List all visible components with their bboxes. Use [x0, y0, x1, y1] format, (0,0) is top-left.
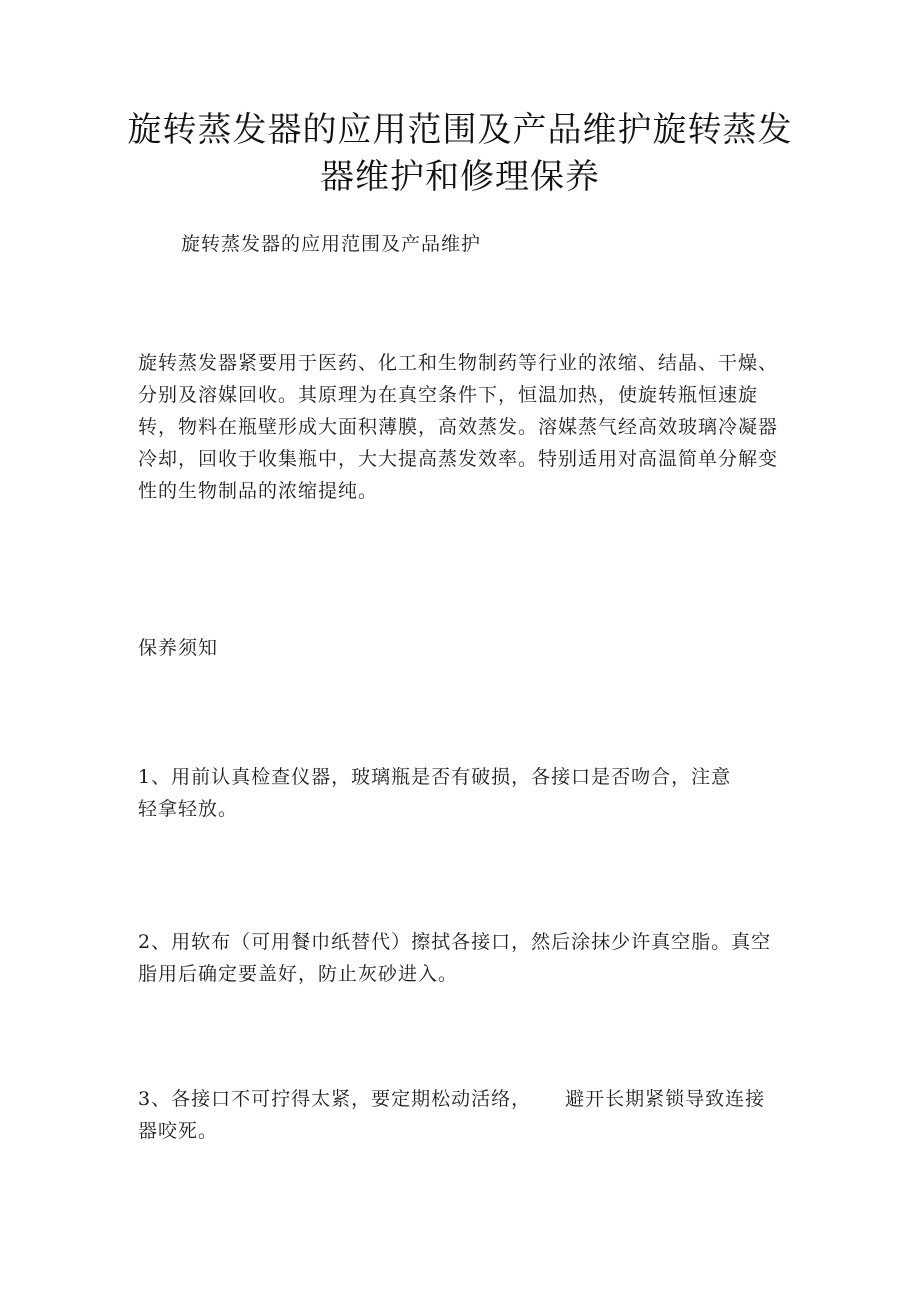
care-item-3-line-2: 器咬死。	[138, 1120, 219, 1142]
care-item-3	[138, 1083, 765, 1147]
intro-paragraph	[138, 347, 778, 507]
care-item-1-line-1: 1、用前认真检查仪器，玻璃瓶是否有破损，各接口是否吻合，注意	[138, 766, 732, 788]
document-title	[120, 107, 800, 201]
title-line-1: 旋转蒸发器的应用范围及产品维护旋转蒸发	[127, 110, 793, 150]
care-item-2-line-2: 脂用后确定要盖好，防止灰砂进入。	[138, 963, 459, 985]
care-item-3-line-1-part-1: 3、各接口不可拧得太紧，要定期松动活络，	[138, 1088, 532, 1110]
intro-line-3: 转，物料在瓶壁形成大面积薄膜，高效蒸发。溶媒蒸气经高效玻璃冷凝器	[138, 416, 779, 438]
title-line-2: 器维护和修理保养	[320, 157, 600, 197]
intro-line-5: 性的生物制品的浓缩提纯。	[138, 480, 379, 502]
document-subtitle: 旋转蒸发器的应用范围及产品维护	[181, 233, 482, 255]
care-item-2	[138, 926, 771, 990]
care-item-3-line-1	[138, 1083, 765, 1115]
care-item-2-line-1: 2、用软布（可用餐巾纸替代）擦拭各接口，然后涂抹少许真空脂。真空	[138, 931, 772, 953]
intro-line-1: 旋转蒸发器紧要用于医药、化工和生物制药等行业的浓缩、结晶、干燥、	[138, 352, 779, 374]
care-item-3-line-1-part-2: 避开长期紧锁导致连接	[565, 1088, 766, 1110]
care-item-1	[138, 761, 731, 825]
intro-line-2: 分别及溶媒回收。其原理为在真空条件下，恒温加热，使旋转瓶恒速旋	[138, 384, 759, 406]
care-heading: 保养须知	[138, 637, 219, 659]
intro-line-4: 冷却，回收于收集瓶中，大大提高蒸发效率。特别适用对高温简单分解变	[138, 448, 779, 470]
care-item-1-line-2: 轻拿轻放。	[138, 798, 239, 820]
